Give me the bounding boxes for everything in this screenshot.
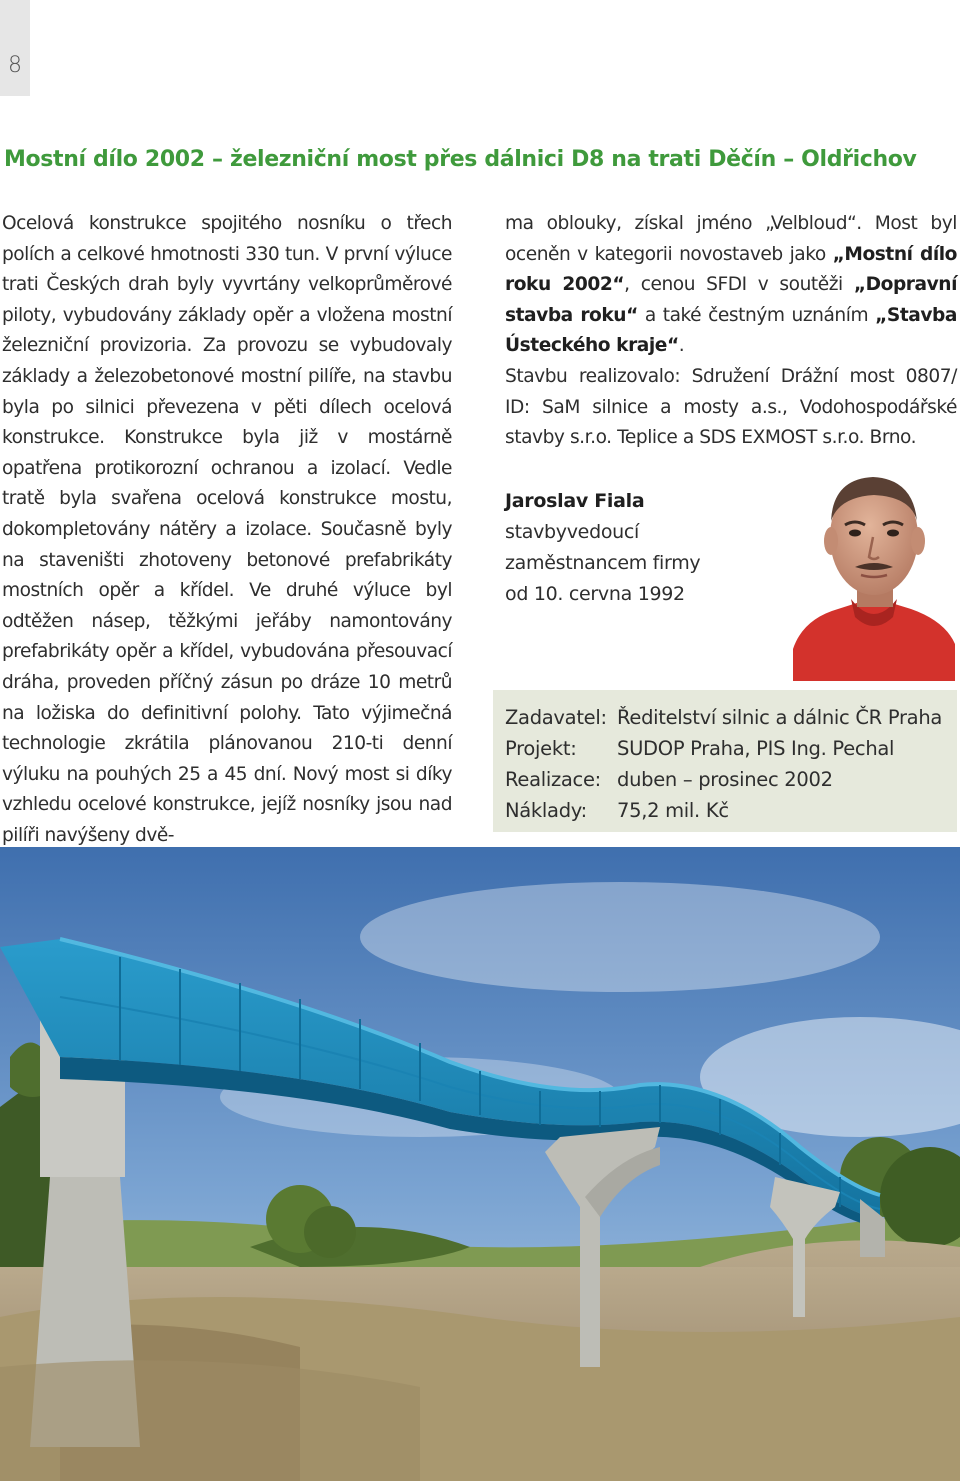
profile-name: Jaroslav Fiala <box>505 490 645 512</box>
info-value: 75,2 mil. Kč <box>617 799 729 822</box>
award-mostni-dilo: „Mostní dílo roku 2002“ <box>505 243 957 296</box>
text-run: , cenou SFDI v soutěži <box>624 274 854 296</box>
page-number: 8 <box>8 53 22 78</box>
article-body-left-column <box>2 209 452 851</box>
bridge-illustration <box>0 847 960 1481</box>
info-label: Realizace: <box>505 768 601 791</box>
info-row-client <box>505 702 957 733</box>
text-run: a také čestným uznáním <box>637 304 876 326</box>
award-stavba-kraje: „Stavba Ústeckého kraje“ <box>505 304 957 357</box>
profile-employer: zaměstnancem firmy <box>505 552 701 574</box>
info-value: Ředitelství silnic a dálnic ČR Praha <box>617 706 943 729</box>
article-body-right-column <box>505 209 957 454</box>
info-label: Náklady: <box>505 799 587 822</box>
text-run: ma oblouky, získal jméno „Velbloud“. Most byl oceněn v kategorii novostaveb jako <box>505 213 957 265</box>
info-row-design <box>505 733 957 764</box>
info-label: Zadavatel: <box>505 706 607 729</box>
award-dopravni-stavba: „Dopravní stavba roku“ <box>505 274 957 326</box>
portrait-photo <box>793 459 955 681</box>
info-label: Projekt: <box>505 737 577 760</box>
bridge-photo <box>0 847 960 1481</box>
article-paragraph-awards <box>505 209 957 362</box>
project-info-box <box>493 690 957 832</box>
profile-caption <box>505 486 765 610</box>
article-paragraph-contractors: Stavbu realizovalo: Sdružení Drážní most 0807/ ID: SaM silnice a mosty a.s., Vodohospodářské stavby s.r.o. Teplice a SDS EXMOST s.r.o. Brno. <box>505 365 957 449</box>
info-value: duben – prosinec 2002 <box>617 768 833 791</box>
info-value: SUDOP Praha, PIS Ing. Pechal <box>617 737 895 760</box>
text-run: . <box>678 335 685 357</box>
page-number-tab <box>0 0 30 96</box>
info-row-realization <box>505 764 957 795</box>
profile-role: stavbyvedoucí <box>505 521 640 543</box>
portrait-illustration <box>793 459 955 681</box>
article-paragraph: Ocelová konstrukce spojitého nosníku o třech polích a celkové hmotnosti 330 tun. V první výluce trati Českých drah byly vyvrtány velkoprůměrové piloty, vybudovány základy opěr a vložena mostní železniční provizoria. Za provozu se vybudovaly základy a železobetonové mostní pilíře, na stavbu byla po silnici převezena v pěti dílech ocelová konstrukce. Konstrukce byla již v mostárně opatřena protikorozní ochranou a izolací. Vedle tratě byla svařena ocelová konstrukce mostu, dokompletovány nátěry a izolace. Současně byly na staveništi zhotoveny betonové prefabrikáty mostních opěr a křídel. Ve druhé výluce byl odtěžen násep, těžkými jeřáby namontovány prefabrikáty opěr a křídel, vybudována přesouvací dráha, proveden příčný zásun po dráze 10 metrů na ložiska do definitivní polohy. Tato výjimečná technologie zkrátila plánovanou 210-ti denní výluku na pouhých 25 a 45 dní. Nový most si díky vzhledu ocelové konstrukce, jejíž nosníky jsou nad pilíři navýšeny dvě- <box>2 213 452 846</box>
profile-since: od 10. cervna 1992 <box>505 583 685 605</box>
info-row-costs <box>505 795 957 826</box>
article-title: Mostní dílo 2002 – železniční most přes dálnici D8 na trati Děčín – Oldřichov <box>4 147 917 172</box>
